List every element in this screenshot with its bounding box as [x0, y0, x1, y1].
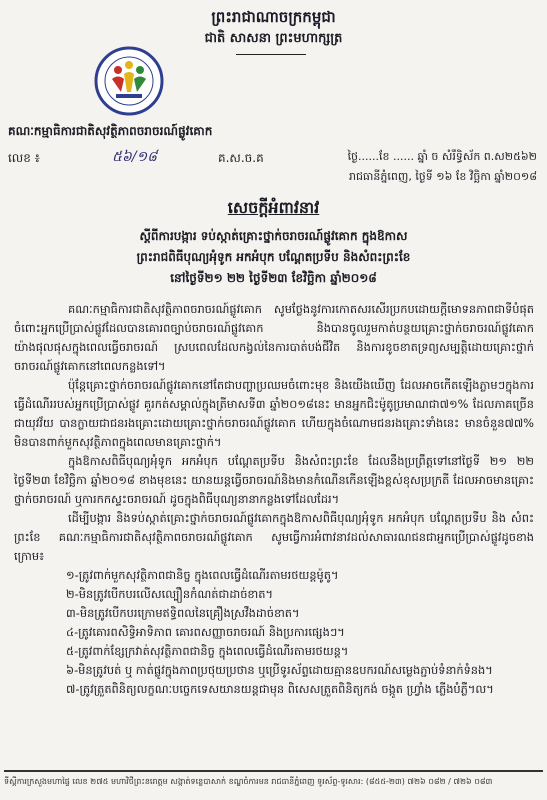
subject-line: ស្តីពីការបង្ការ ទប់ស្កាត់គ្រោះថ្នាក់ចរាចរណ៍ផ្លូវគោក ក្នុងឱកាស [139, 229, 408, 243]
body-paragraph: គណៈកម្មាធិការជាតិសុវត្ថិភាពចរាចរណ៍ផ្លូវគោក សូមថ្លែងនូវការកោតសរសើរប្រកបដោយក្តីមោទនភាពជាទីបំផុត ចំពោះអ្នកប្រើប្រាស់ផ្លូវដែលបានគោរពច្បាប់ចរាចរណ៍ផ្លូវគោក និងបានចូលរួមកាត់បន្ថយគ្រោះថ្នាក់ចរាចរណ៍ផ្លូវគោក យ៉ាងផុលផុសក្នុងពេលធ្វើចរាចរណ៍ ស្របពេលដែលកង្វល់នៃការបាត់បង់ជីវិត និងការខូចខាតទ្រព្យសម្បត្តិដោយគ្រោះថ្នាក់ចរាចរណ៍ផ្លូវគោកនៅពេលកន្លងទៅ។ [14, 302, 534, 373]
reference-suffix: គ.ស.ច.គ [218, 151, 264, 165]
subject-line: ព្រះរាជពិធីបុណ្យអុំទូក អកអំបុក បណ្តែតប្រទីប និងសំពះព្រះខែ [136, 250, 411, 264]
body-paragraph: ដើម្បីបង្ការ និងទប់ស្កាត់គ្រោះថ្នាក់ចរាចរណ៍ផ្លូវគោកក្នុងឱកាសពិធីបុណ្យអុំទូក អកអំបុក បណ្តែតប្រទីប និង សំពះព្រះខែ គណៈកម្មាធិការជាតិសុវត្ថិភាពចរាចរណ៍ផ្លូវគោក សូមធ្វើការអំពាវនាវដល់សាធារណជនជាអ្នកប្រើប្រាស់ផ្លូវដូចខាងក្រោម៖ [14, 511, 534, 563]
list-item: ២-មិនត្រូវបើកបរលើសល្បឿនកំណត់ជាដាច់ខាត។ [66, 587, 274, 601]
list-item: ១-ត្រូវពាក់មួកសុវត្ថិភាពជានិច្ច ក្នុងពេលធ្វើដំណើរតាមរថយន្តម៉ូតូ។ [66, 568, 339, 582]
header-divider [236, 54, 306, 55]
document-subject [20, 226, 527, 289]
list-item: ៤-ត្រូវគោរពសិទ្ធិអាទិភាព គោរពសញ្ញាចរាចរណ៍ និងប្រការផ្សេងៗ។ [66, 625, 345, 639]
national-motto: ជាតិ សាសនា ព្រះមហាក្សត្រ [204, 31, 343, 46]
footer-divider [4, 770, 543, 772]
body-paragraph: ក្នុងឱកាសពិធីបុណ្យអុំទូក អកអំបុក បណ្តែតប្រទីប និងសំពះព្រះខែ ដែលនឹងប្រព្រឹត្តទៅនៅថ្ងៃទី ២១ ២២ ថ្ងៃទី២៣ ខែវិច្ឆិកា ឆ្នាំ២០១៨ ខាងមុខនេះ យានយន្តធ្វើចរាចរណ៍និងមានកំណើនកើនឡើងខ្ពស់ខុសប្រក្រតី ដែលអាចមានគ្រោះថ្នាក់ចរាចរណ៍ ឬការកកស្ទះចរាចរណ៍ ដូចក្នុងពិធីបុណ្យនានាកន្លងទៅដែលដែរ។ [14, 454, 534, 506]
subject-line: នៅថ្ងៃទី២១ ២២ ថ្ងៃទី២៣ ខែវិច្ឆិកា ឆ្នាំ២០១៨ [170, 271, 377, 285]
lunar-date: ថ្ងៃ......ខែ ...... ឆ្នាំ ច សំរឹទ្ធិស័ក ព.ស២៥៦២ [347, 150, 537, 163]
list-item: ៧-ត្រូវត្រួតពិនិត្យលក្ខណៈបច្ចេកទេសយានយន្តជាមុន ពិសេសត្រួតពិនិត្យកង់ ចង្កូត ហ្វ្រាំង ភ្លើងបំភ្លឺ។ល។ [66, 682, 494, 696]
kingdom-header: ព្រះរាជាណាចក្រកម្ពុជា [211, 8, 336, 26]
footer-address: ទីស្តីការក្រសួងមហាផ្ទៃ លេខ ២៧៥ មហាវិថីព្រះនរោត្តម សង្កាត់ទន្លេបាសាក់ ខណ្ឌចំការមន រាជធានីភ្នំពេញ ទូរស័ព្ទ-ទូរសារ: (៨៥៥-២៣) ៧២៦ ០៨២ / ៧២៦ ០៨៣ [4, 777, 493, 786]
reference-label: លេខ ៖ [8, 151, 40, 165]
list-item: ៣-មិនត្រូវបើកបរក្រោមឥទ្ធិពលនៃគ្រឿងស្រវឹងដាច់ខាត។ [66, 606, 300, 620]
list-item: ៦-មិនត្រូវបត់ ឬ កាត់ផ្លូវក្នុងភាពប្រថុយប្រថាន ឬប្រើទូរស័ព្ទដោយគ្មានឧបករណ៍សម្លេងភ្ជាប់ទំនាក់ទំនង។ [66, 663, 493, 677]
solar-date: រាជធានីភ្នំពេញ, ថ្ងៃទី ១៦ ខែ វិច្ឆិកា ឆ្នាំ២០១៨ [348, 170, 537, 183]
committee-name: គណៈកម្មាធិការជាតិសុវត្ថិភាពចរាចរណ៍ផ្លូវគោក [8, 124, 213, 138]
document-title: សេចក្តីអំពាវនាវ [227, 198, 320, 217]
appeal-list [14, 566, 534, 699]
document-body [14, 300, 534, 699]
reference-number: ៥៦/១៨ [112, 149, 158, 165]
list-item: ៥-ត្រូវពាក់ខ្សែក្រវាត់សុវត្ថិភាពជានិច្ច ក្នុងពេលធ្វើដំណើរតាមរថយន្ត។ [66, 644, 349, 658]
committee-logo [94, 46, 164, 116]
body-paragraph: ប៉ុន្តែគ្រោះថ្នាក់ចរាចរណ៍ផ្លូវគោកនៅតែជាបញ្ហាប្រឈមចំពោះមុខ និងយើងឃើញ ដែលអាចកើតឡើងភ្លាមៗក្នុងការធ្វើដំណើររបស់អ្នកប្រើប្រាស់ផ្លូវ គួរកត់សម្គាល់ក្នុងត្រីមាសទី៣ ឆ្នាំ២០១៨នេះ មានអ្នកជិះម៉ូតូប្រមាណជា៧១% ដែលភាគច្រើនជាយុវវ័យ បានក្លាយជាជនរងគ្រោះដោយគ្រោះថ្នាក់ចរាចរណ៍ផ្លូវគោក ហើយក្នុងចំណោមជនរងគ្រោះទាំងនេះ មានចំនួន៧៧% មិនបានពាក់មួកសុវត្ថិភាពក្នុងពេលមានគ្រោះថ្នាក់។ [14, 378, 534, 449]
